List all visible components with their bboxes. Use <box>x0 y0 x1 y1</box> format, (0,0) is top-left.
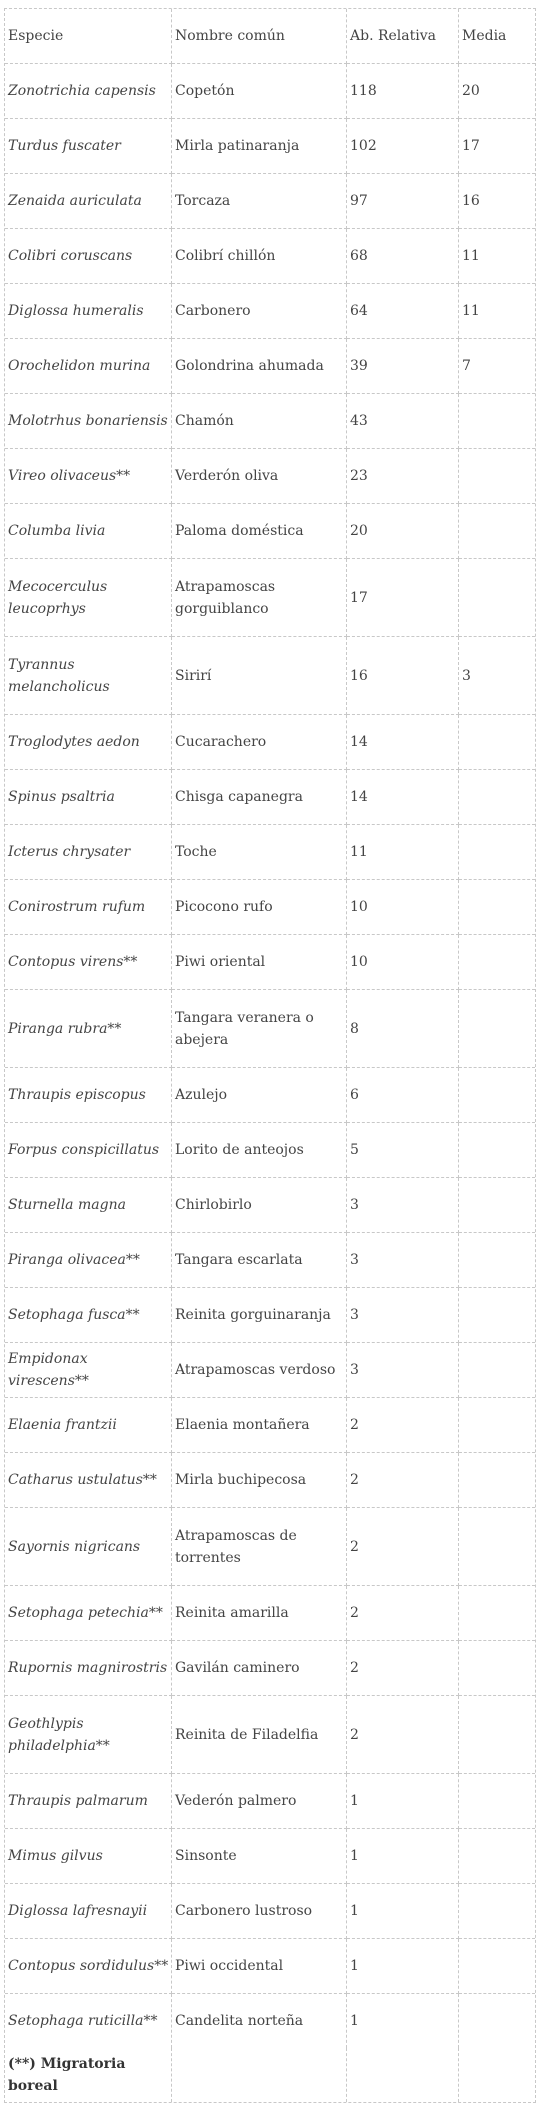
abundance-cell: 2 <box>347 1398 459 1453</box>
mean-cell <box>459 1641 535 1696</box>
common-name-cell: Azulejo <box>172 1068 347 1123</box>
abundance-cell: 2 <box>347 1641 459 1696</box>
mean-cell: 7 <box>459 339 535 394</box>
header-especie: Especie <box>5 9 172 64</box>
species-cell: Spinus psaltria <box>5 770 172 825</box>
abundance-cell: 11 <box>347 825 459 880</box>
table-body <box>5 64 535 2048</box>
abundance-cell: 2 <box>347 1453 459 1508</box>
table-row <box>5 1343 535 1398</box>
abundance-cell: 68 <box>347 229 459 284</box>
species-cell: Empidonax virescens** <box>5 1343 172 1398</box>
mean-cell <box>459 1343 535 1398</box>
species-cell: Sayornis nigricans <box>5 1508 172 1586</box>
table-row <box>5 449 535 504</box>
table-row <box>5 770 535 825</box>
common-name-cell: Paloma doméstica <box>172 504 347 559</box>
species-cell: Forpus conspicillatus <box>5 1123 172 1178</box>
footnote-empty-cell <box>172 2048 347 2102</box>
table-row <box>5 1178 535 1233</box>
species-cell: Contopus virens** <box>5 935 172 990</box>
common-name-cell: Reinita gorguinaranja <box>172 1288 347 1343</box>
common-name-cell: Lorito de anteojos <box>172 1123 347 1178</box>
common-name-cell: Piwi occidental <box>172 1939 347 1994</box>
species-cell: Thraupis palmarum <box>5 1774 172 1829</box>
common-name-cell: Carbonero <box>172 284 347 339</box>
species-cell: Setophaga petechia** <box>5 1586 172 1641</box>
abundance-cell: 3 <box>347 1178 459 1233</box>
abundance-cell: 23 <box>347 449 459 504</box>
species-cell: Orochelidon murina <box>5 339 172 394</box>
common-name-cell: Chamón <box>172 394 347 449</box>
common-name-cell: Verderón oliva <box>172 449 347 504</box>
mean-cell <box>459 825 535 880</box>
species-cell: Piranga olivacea** <box>5 1233 172 1288</box>
common-name-cell: Tangara veranera o abejera <box>172 990 347 1068</box>
species-cell: Piranga rubra** <box>5 990 172 1068</box>
abundance-cell: 1 <box>347 1939 459 1994</box>
table-row <box>5 1939 535 1994</box>
mean-cell <box>459 1508 535 1586</box>
abundance-cell: 14 <box>347 770 459 825</box>
common-name-cell: Atrapamoscas gorguiblanco <box>172 559 347 637</box>
table-row <box>5 825 535 880</box>
mean-cell <box>459 990 535 1068</box>
abundance-cell: 16 <box>347 637 459 715</box>
species-cell: Tyrannus melancholicus <box>5 637 172 715</box>
abundance-cell: 118 <box>347 64 459 119</box>
species-cell: Icterus chrysater <box>5 825 172 880</box>
mean-cell <box>459 1453 535 1508</box>
mean-cell <box>459 504 535 559</box>
species-cell: Molotrhus bonariensis <box>5 394 172 449</box>
common-name-cell: Gavilán caminero <box>172 1641 347 1696</box>
abundance-cell: 17 <box>347 559 459 637</box>
mean-cell <box>459 1774 535 1829</box>
abundance-cell: 102 <box>347 119 459 174</box>
table-row <box>5 174 535 229</box>
species-cell: Geothlypis philadelphia** <box>5 1696 172 1774</box>
species-cell: Turdus fuscater <box>5 119 172 174</box>
species-table <box>4 8 536 2103</box>
table-row <box>5 637 535 715</box>
header-media: Media <box>459 9 535 64</box>
abundance-cell: 3 <box>347 1233 459 1288</box>
common-name-cell: Toche <box>172 825 347 880</box>
species-cell: Catharus ustulatus** <box>5 1453 172 1508</box>
common-name-cell: Tangara escarlata <box>172 1233 347 1288</box>
abundance-cell: 10 <box>347 935 459 990</box>
footnote-empty-cell <box>347 2048 459 2102</box>
species-cell: Diglossa humeralis <box>5 284 172 339</box>
mean-cell <box>459 1939 535 1994</box>
abundance-cell: 10 <box>347 880 459 935</box>
common-name-cell: Mirla buchipecosa <box>172 1453 347 1508</box>
abundance-cell: 3 <box>347 1288 459 1343</box>
table-row <box>5 1829 535 1884</box>
mean-cell <box>459 1696 535 1774</box>
common-name-cell: Torcaza <box>172 174 347 229</box>
mean-cell <box>459 1994 535 2048</box>
species-cell: Elaenia frantzii <box>5 1398 172 1453</box>
abundance-cell: 1 <box>347 1994 459 2048</box>
header-row <box>5 9 535 64</box>
species-cell: Mecocerculus leucoprhys <box>5 559 172 637</box>
table-row <box>5 64 535 119</box>
mean-cell: 16 <box>459 174 535 229</box>
mean-cell <box>459 449 535 504</box>
abundance-cell: 2 <box>347 1586 459 1641</box>
species-cell: Sturnella magna <box>5 1178 172 1233</box>
table-row <box>5 1398 535 1453</box>
species-cell: Mimus gilvus <box>5 1829 172 1884</box>
table-row <box>5 1774 535 1829</box>
table-row <box>5 1068 535 1123</box>
mean-cell <box>459 715 535 770</box>
common-name-cell: Reinita de Filadelfia <box>172 1696 347 1774</box>
table-row <box>5 1586 535 1641</box>
species-cell: Conirostrum rufum <box>5 880 172 935</box>
abundance-cell: 2 <box>347 1696 459 1774</box>
common-name-cell: Picocono rufo <box>172 880 347 935</box>
common-name-cell: Chisga capanegra <box>172 770 347 825</box>
table-row <box>5 1453 535 1508</box>
abundance-cell: 64 <box>347 284 459 339</box>
species-cell: Columba livia <box>5 504 172 559</box>
species-cell: Troglodytes aedon <box>5 715 172 770</box>
header-abundancia-relativa: Ab. Relativa <box>347 9 459 64</box>
mean-cell <box>459 1288 535 1343</box>
common-name-cell: Sirirí <box>172 637 347 715</box>
mean-cell <box>459 559 535 637</box>
species-cell: Colibri coruscans <box>5 229 172 284</box>
species-cell: Zonotrichia capensis <box>5 64 172 119</box>
common-name-cell: Copetón <box>172 64 347 119</box>
footnote-row <box>5 2048 535 2102</box>
species-cell: Rupornis magnirostris <box>5 1641 172 1696</box>
mean-cell <box>459 1829 535 1884</box>
table-row <box>5 1884 535 1939</box>
mean-cell: 3 <box>459 637 535 715</box>
table-row <box>5 935 535 990</box>
abundance-cell: 39 <box>347 339 459 394</box>
abundance-cell: 14 <box>347 715 459 770</box>
common-name-cell: Reinita amarilla <box>172 1586 347 1641</box>
common-name-cell: Piwi oriental <box>172 935 347 990</box>
mean-cell <box>459 1123 535 1178</box>
common-name-cell: Cucarachero <box>172 715 347 770</box>
table-row <box>5 119 535 174</box>
common-name-cell: Colibrí chillón <box>172 229 347 284</box>
species-cell: Contopus sordidulus** <box>5 1939 172 1994</box>
mean-cell: 20 <box>459 64 535 119</box>
mean-cell <box>459 770 535 825</box>
common-name-cell: Sinsonte <box>172 1829 347 1884</box>
table-row <box>5 504 535 559</box>
species-cell: Setophaga fusca** <box>5 1288 172 1343</box>
table-row <box>5 229 535 284</box>
abundance-cell: 8 <box>347 990 459 1068</box>
mean-cell <box>459 1178 535 1233</box>
common-name-cell: Atrapamoscas verdoso <box>172 1343 347 1398</box>
mean-cell <box>459 1398 535 1453</box>
footnote-empty-cell <box>459 2048 535 2102</box>
species-cell: Zenaida auriculata <box>5 174 172 229</box>
mean-cell <box>459 880 535 935</box>
common-name-cell: Vederón palmero <box>172 1774 347 1829</box>
abundance-cell: 2 <box>347 1508 459 1586</box>
species-cell: Setophaga ruticilla** <box>5 1994 172 2048</box>
table-row <box>5 1233 535 1288</box>
common-name-cell: Mirla patinaranja <box>172 119 347 174</box>
mean-cell <box>459 1068 535 1123</box>
mean-cell <box>459 1233 535 1288</box>
common-name-cell: Chirlobirlo <box>172 1178 347 1233</box>
table-row <box>5 715 535 770</box>
table-row <box>5 990 535 1068</box>
table-row <box>5 1641 535 1696</box>
abundance-cell: 1 <box>347 1829 459 1884</box>
mean-cell <box>459 935 535 990</box>
table-row <box>5 1994 535 2048</box>
abundance-cell: 97 <box>347 174 459 229</box>
abundance-cell: 6 <box>347 1068 459 1123</box>
abundance-cell: 20 <box>347 504 459 559</box>
mean-cell: 17 <box>459 119 535 174</box>
mean-cell: 11 <box>459 284 535 339</box>
table-row <box>5 880 535 935</box>
common-name-cell: Carbonero lustroso <box>172 1884 347 1939</box>
table-row <box>5 284 535 339</box>
table-row <box>5 1696 535 1774</box>
abundance-cell: 3 <box>347 1343 459 1398</box>
abundance-cell: 43 <box>347 394 459 449</box>
mean-cell <box>459 394 535 449</box>
table-row <box>5 339 535 394</box>
table-row <box>5 559 535 637</box>
header-nombre-comun: Nombre común <box>172 9 347 64</box>
table-row <box>5 394 535 449</box>
table-row <box>5 1288 535 1343</box>
common-name-cell: Golondrina ahumada <box>172 339 347 394</box>
species-cell: Thraupis episcopus <box>5 1068 172 1123</box>
footnote: (**) Migratoria boreal <box>5 2048 172 2102</box>
common-name-cell: Atrapamoscas de torrentes <box>172 1508 347 1586</box>
mean-cell <box>459 1884 535 1939</box>
table-row <box>5 1123 535 1178</box>
table-row <box>5 1508 535 1586</box>
abundance-cell: 5 <box>347 1123 459 1178</box>
species-cell: Vireo olivaceus** <box>5 449 172 504</box>
mean-cell: 11 <box>459 229 535 284</box>
common-name-cell: Candelita norteña <box>172 1994 347 2048</box>
common-name-cell: Elaenia montañera <box>172 1398 347 1453</box>
abundance-cell: 1 <box>347 1884 459 1939</box>
abundance-cell: 1 <box>347 1774 459 1829</box>
mean-cell <box>459 1586 535 1641</box>
species-cell: Diglossa lafresnayii <box>5 1884 172 1939</box>
